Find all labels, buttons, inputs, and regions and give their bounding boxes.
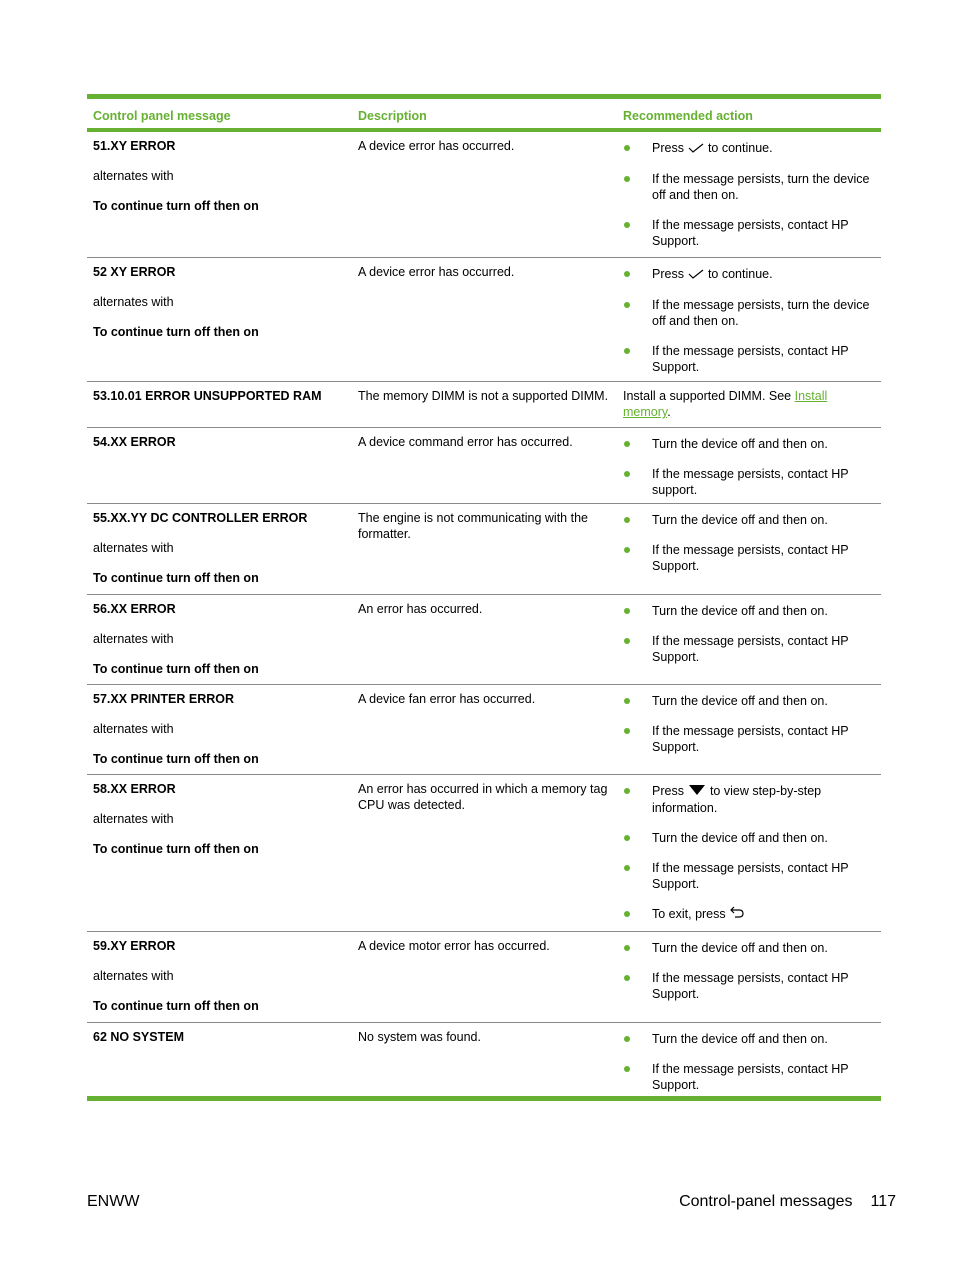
- action-list: [623, 940, 875, 1002]
- alternates-with-text: alternates with: [93, 541, 174, 555]
- action-cell: [617, 382, 881, 427]
- action-text: Turn the device off and then on.: [652, 694, 828, 708]
- header-recommended-action: Recommended action: [623, 109, 753, 123]
- down-arrow-icon: [688, 784, 706, 800]
- error-code: 51.XY ERROR: [93, 139, 176, 153]
- action-cell: [617, 595, 881, 684]
- action-list-item: [623, 970, 875, 1002]
- continue-instruction: To continue turn off then on: [93, 662, 259, 676]
- message-cell: [87, 1023, 352, 1096]
- table-row: [87, 774, 881, 931]
- description-cell: The memory DIMM is not a supported DIMM.: [358, 389, 609, 403]
- action-list-item: [623, 171, 875, 203]
- message-cell: [87, 132, 352, 257]
- continue-instruction: To continue turn off then on: [93, 325, 259, 339]
- bullet-icon: [624, 638, 630, 644]
- action-text: If the message persists, contact HP Support.: [652, 543, 849, 573]
- action-text: Turn the device off and then on.: [652, 830, 828, 845]
- table-row: [87, 1022, 881, 1096]
- bullet-icon: [624, 911, 630, 917]
- bullet-icon: [624, 788, 630, 794]
- table-row: [87, 132, 881, 257]
- message-cell: [87, 595, 352, 684]
- action-text: If the message persists, contact HP Support.: [652, 634, 849, 664]
- table-row: [87, 257, 881, 381]
- action-text: Turn the device off and then on.: [652, 437, 828, 451]
- bullet-icon: [624, 271, 630, 277]
- action-text: Press: [652, 141, 684, 155]
- checkmark-icon: [688, 267, 704, 283]
- action-list: [623, 1031, 875, 1093]
- error-code: 56.XX ERROR: [93, 602, 176, 616]
- action-list-item: [623, 693, 875, 709]
- action-list-item: [623, 1031, 875, 1047]
- description-cell: The engine is not communicating with the formatter.: [358, 511, 588, 541]
- error-code: 57.XX PRINTER ERROR: [93, 692, 235, 706]
- message-cell: [87, 428, 352, 503]
- alternates-with-text: alternates with: [93, 169, 174, 183]
- description-cell: A device error has occurred.: [358, 265, 515, 279]
- description-cell: A device command error has occurred.: [358, 435, 573, 449]
- bullet-icon: [624, 471, 630, 477]
- bullet-icon: [624, 302, 630, 308]
- message-cell: [87, 685, 352, 774]
- description-cell: A device motor error has occurred.: [358, 939, 550, 953]
- action-text: to continue.: [707, 141, 773, 155]
- action-cell: [617, 1023, 881, 1096]
- bullet-icon: [624, 547, 630, 553]
- continue-instruction: To continue turn off then on: [93, 999, 259, 1013]
- action-list-item: [623, 140, 875, 157]
- action-list: [623, 603, 875, 665]
- table-row: [87, 594, 881, 684]
- bullet-icon: [624, 945, 630, 951]
- checkmark-icon: [688, 141, 704, 157]
- action-list-item: [623, 940, 875, 956]
- action-list-item: [623, 830, 875, 846]
- action-list-item: [623, 633, 875, 665]
- footer-right: [679, 1193, 896, 1211]
- table-row: [87, 381, 881, 427]
- action-list-item: [623, 542, 875, 574]
- action-list-item: [623, 906, 875, 923]
- action-text: If the message persists, turn the device off and then on.: [652, 297, 870, 328]
- action-list: [623, 436, 875, 498]
- alternates-with-text: alternates with: [93, 969, 174, 983]
- action-cell: [617, 258, 881, 381]
- action-text: Turn the device off and then on.: [652, 604, 828, 618]
- action-list-item: [623, 1061, 875, 1093]
- bullet-icon: [624, 975, 630, 981]
- continue-instruction: To continue turn off then on: [93, 571, 259, 585]
- message-cell: [87, 258, 352, 381]
- message-cell: [87, 932, 352, 1022]
- description-cell: A device fan error has occurred.: [358, 692, 536, 706]
- bullet-icon: [624, 176, 630, 182]
- table-row: [87, 931, 881, 1022]
- description-cell: An error has occurred.: [358, 602, 483, 616]
- back-arrow-icon: [730, 906, 744, 922]
- install-memory-link[interactable]: Install memory: [623, 389, 828, 419]
- action-list: [623, 140, 875, 249]
- action-list-item: [623, 466, 875, 498]
- page-number: 117: [870, 1193, 896, 1210]
- action-cell: [617, 428, 881, 503]
- action-text: To exit, press: [652, 906, 726, 921]
- action-text: If the message persists, contact HP Support.: [652, 1062, 849, 1092]
- error-code: 62 NO SYSTEM: [93, 1030, 184, 1044]
- action-text: Turn the device off and then on.: [652, 513, 828, 527]
- bullet-icon: [624, 348, 630, 354]
- action-text: to continue.: [707, 267, 773, 281]
- alternates-with-text: alternates with: [93, 295, 174, 309]
- bullet-icon: [624, 728, 630, 734]
- error-code: 54.XX ERROR: [93, 435, 176, 449]
- bullet-icon: [624, 517, 630, 523]
- alternates-with-text: alternates with: [93, 812, 174, 826]
- table-row: [87, 427, 881, 503]
- action-list: [623, 512, 875, 574]
- error-code: 52 XY ERROR: [93, 265, 176, 279]
- message-cell: [87, 775, 352, 931]
- error-code: 55.XX.YY DC CONTROLLER ERROR: [93, 511, 308, 525]
- bullet-icon: [624, 1036, 630, 1042]
- action-list-item: [623, 860, 875, 892]
- action-list-item: [623, 436, 875, 452]
- error-message-table: [87, 94, 881, 1101]
- action-text-end: .: [667, 405, 671, 419]
- action-text: Press: [652, 267, 684, 281]
- action-list-item: [623, 297, 875, 329]
- action-text: Turn the device off and then on.: [652, 1032, 828, 1046]
- action-list-item: [623, 783, 875, 816]
- action-list-item: [623, 266, 875, 283]
- action-cell: [617, 504, 881, 594]
- action-cell: [617, 685, 881, 774]
- message-cell: [87, 382, 352, 427]
- bullet-icon: [624, 145, 630, 151]
- action-text: Press: [652, 784, 684, 798]
- header-control-panel-message: Control panel message: [93, 109, 231, 123]
- alternates-with-text: alternates with: [93, 632, 174, 646]
- bullet-icon: [624, 698, 630, 704]
- description-cell: No system was found.: [358, 1030, 481, 1044]
- action-list-item: [623, 512, 875, 528]
- footer-left: ENWW: [87, 1193, 140, 1210]
- table-row: [87, 503, 881, 594]
- action-text: Turn the device off and then on.: [652, 941, 828, 955]
- action-text: Install a supported DIMM. See: [623, 389, 792, 403]
- table-header: [87, 99, 881, 132]
- table-body: [87, 132, 881, 1096]
- action-text: If the message persists, contact HP Support.: [652, 217, 849, 248]
- action-list-item: [623, 723, 875, 755]
- action-list: [623, 693, 875, 755]
- action-list-item: [623, 343, 875, 375]
- action-text: to view step-by-step information.: [652, 784, 822, 815]
- bullet-icon: [624, 865, 630, 871]
- header-description: Description: [358, 109, 427, 123]
- action-list-item: [623, 217, 875, 249]
- error-code: 53.10.01 ERROR UNSUPPORTED RAM: [93, 389, 322, 403]
- bullet-icon: [624, 222, 630, 228]
- error-code: 59.XY ERROR: [93, 939, 176, 953]
- action-text: If the message persists, contact HP Support.: [652, 971, 849, 1001]
- message-cell: [87, 504, 352, 594]
- action-text: If the message persists, contact HP Support.: [652, 860, 849, 891]
- bullet-icon: [624, 835, 630, 841]
- alternates-with-text: alternates with: [93, 722, 174, 736]
- description-cell: An error has occurred in which a memory tag CPU was detected.: [358, 782, 608, 812]
- bullet-icon: [624, 608, 630, 614]
- action-cell: [617, 775, 881, 931]
- continue-instruction: To continue turn off then on: [93, 842, 259, 856]
- action-list: [623, 783, 875, 922]
- bullet-icon: [624, 1066, 630, 1072]
- action-cell: [617, 932, 881, 1022]
- action-list: [623, 266, 875, 375]
- description-cell: A device error has occurred.: [358, 139, 515, 153]
- action-text: If the message persists, turn the device off and then on.: [652, 171, 870, 202]
- action-list-item: [623, 603, 875, 619]
- footer-section-title: Control-panel messages: [679, 1193, 853, 1210]
- table-row: [87, 684, 881, 774]
- action-cell: [617, 132, 881, 257]
- action-text: If the message persists, contact HP Support.: [652, 724, 849, 754]
- action-text: If the message persists, contact HP support.: [652, 467, 849, 497]
- continue-instruction: To continue turn off then on: [93, 752, 259, 766]
- action-text: If the message persists, contact HP Support.: [652, 343, 849, 374]
- bullet-icon: [624, 441, 630, 447]
- error-code: 58.XX ERROR: [93, 782, 176, 796]
- continue-instruction: To continue turn off then on: [93, 199, 259, 213]
